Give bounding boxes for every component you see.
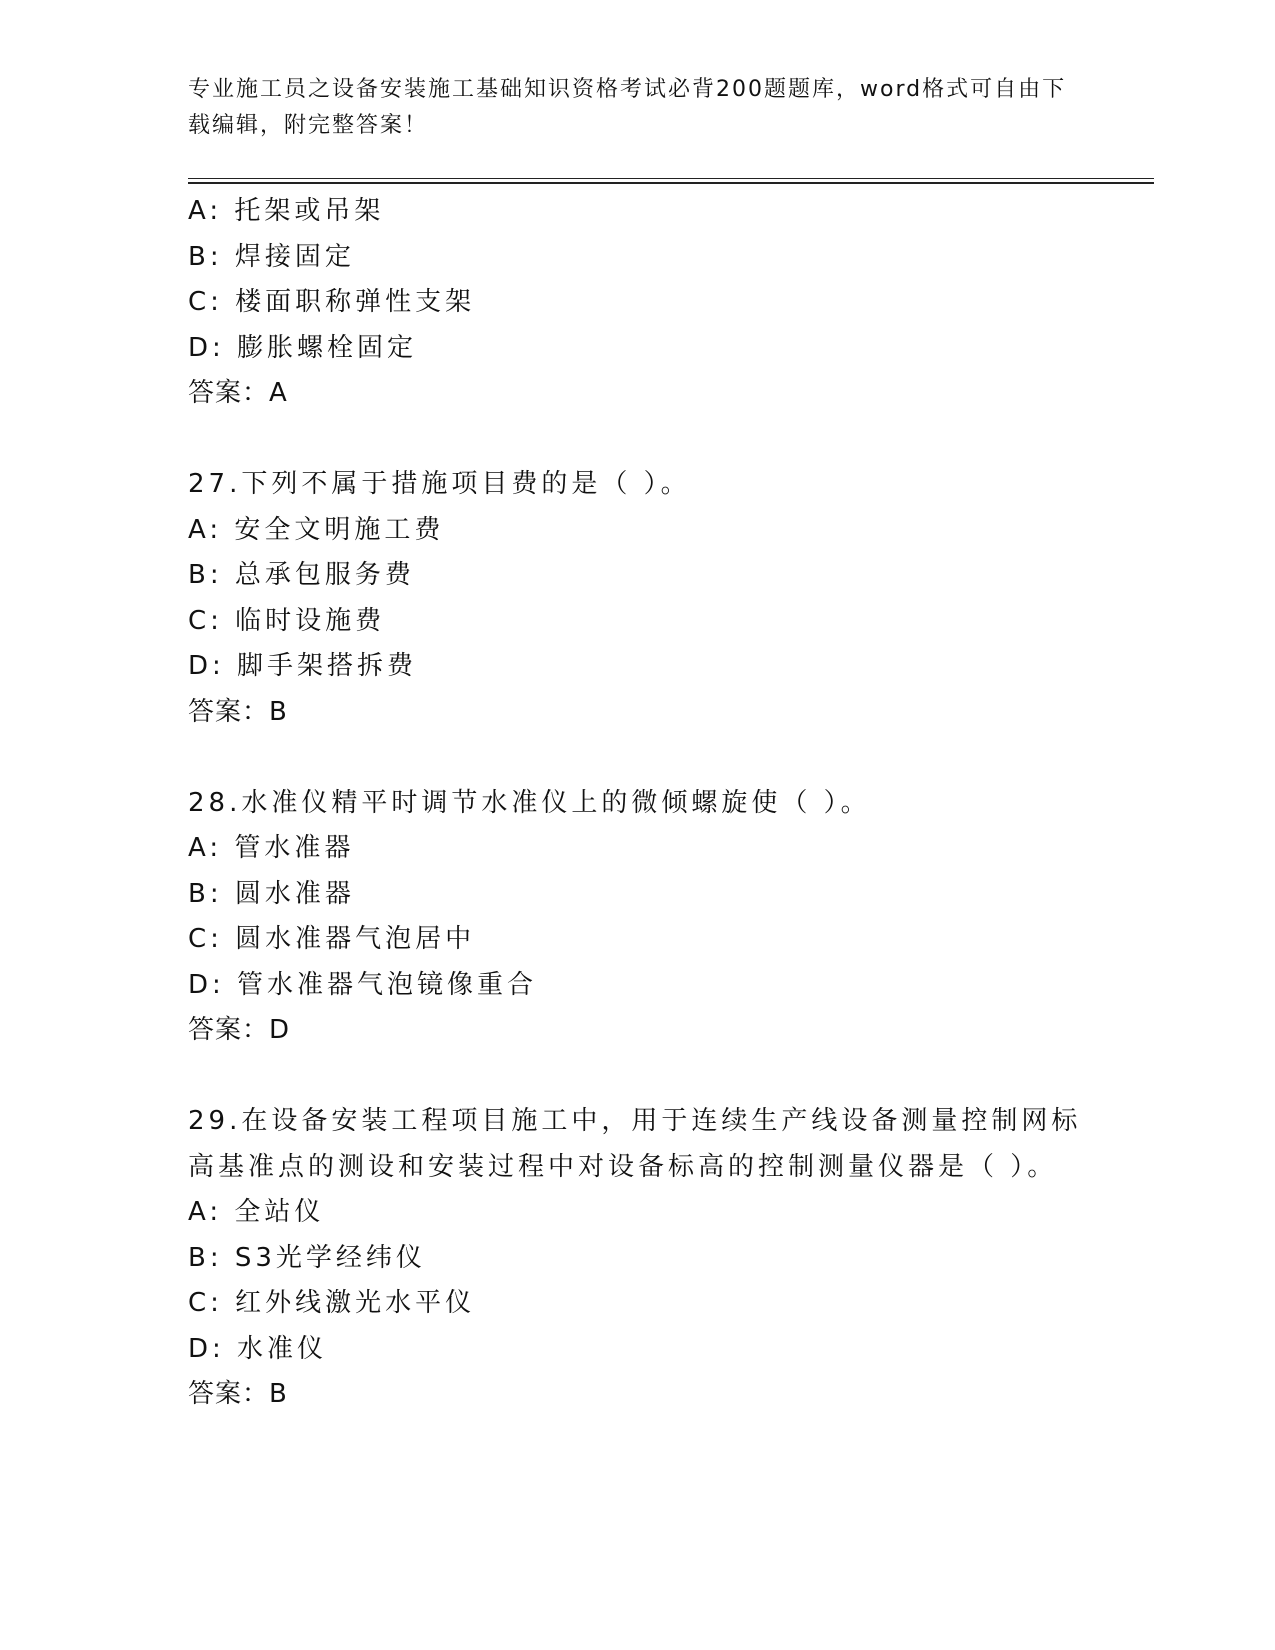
answer-line: 答案：A <box>188 378 288 408</box>
question-block-28 <box>188 781 1108 1054</box>
option-d: D: 膨胀螺栓固定 <box>188 332 418 363</box>
option-a: A: 全站仪 <box>188 1197 325 1227</box>
option-a: A: 安全文明施工费 <box>188 514 445 545</box>
document-body <box>188 189 1108 1418</box>
document-header: 专业施工员之设备安装施工基础知识资格考试必背200题题库，word格式可自由下载编辑，附完整答案！ <box>188 77 1067 138</box>
question-block-29 <box>188 1099 1108 1418</box>
answer-line: 答案：D <box>188 1015 291 1045</box>
question-stem: 27.下列不属于措施项目费的是（ ）。 <box>188 469 691 499</box>
option-a: A: 管水准器 <box>188 833 355 863</box>
option-a: A: 托架或吊架 <box>188 196 385 226</box>
prev-question-block <box>188 189 1108 417</box>
option-c: C: 圆水准器气泡居中 <box>188 924 476 954</box>
option-b: B: 总承包服务费 <box>188 560 415 590</box>
option-b: B: 焊接固定 <box>188 241 355 272</box>
header-divider-thick <box>188 182 1154 184</box>
option-d: D: 水准仪 <box>188 1333 328 1364</box>
question-block-27 <box>188 462 1108 735</box>
spacer <box>188 735 1108 781</box>
option-d: D: 脚手架搭拆费 <box>188 651 418 681</box>
option-c: C: 楼面职称弹性支架 <box>188 287 476 317</box>
spacer <box>188 417 1108 463</box>
header-divider-thin <box>188 178 1154 179</box>
answer-line: 答案：B <box>188 1379 288 1409</box>
option-b: B: 圆水准器 <box>188 878 355 909</box>
spacer <box>188 1054 1108 1100</box>
option-c: C: 临时设施费 <box>188 605 386 636</box>
answer-line: 答案：B <box>188 696 288 727</box>
question-stem: 28.水准仪精平时调节水准仪上的微倾螺旋使（ ）。 <box>188 787 871 818</box>
option-b: B: S3光学经纬仪 <box>188 1242 426 1273</box>
question-stem: 29.在设备安装工程项目施工中，用于连续生产线设备测量控制网标高基准点的测设和安装过程中对设备标高的控制测量仪器是（ ）。 <box>188 1106 1082 1182</box>
option-c: C: 红外线激光水平仪 <box>188 1288 476 1318</box>
option-d: D: 管水准器气泡镜像重合 <box>188 969 538 1000</box>
